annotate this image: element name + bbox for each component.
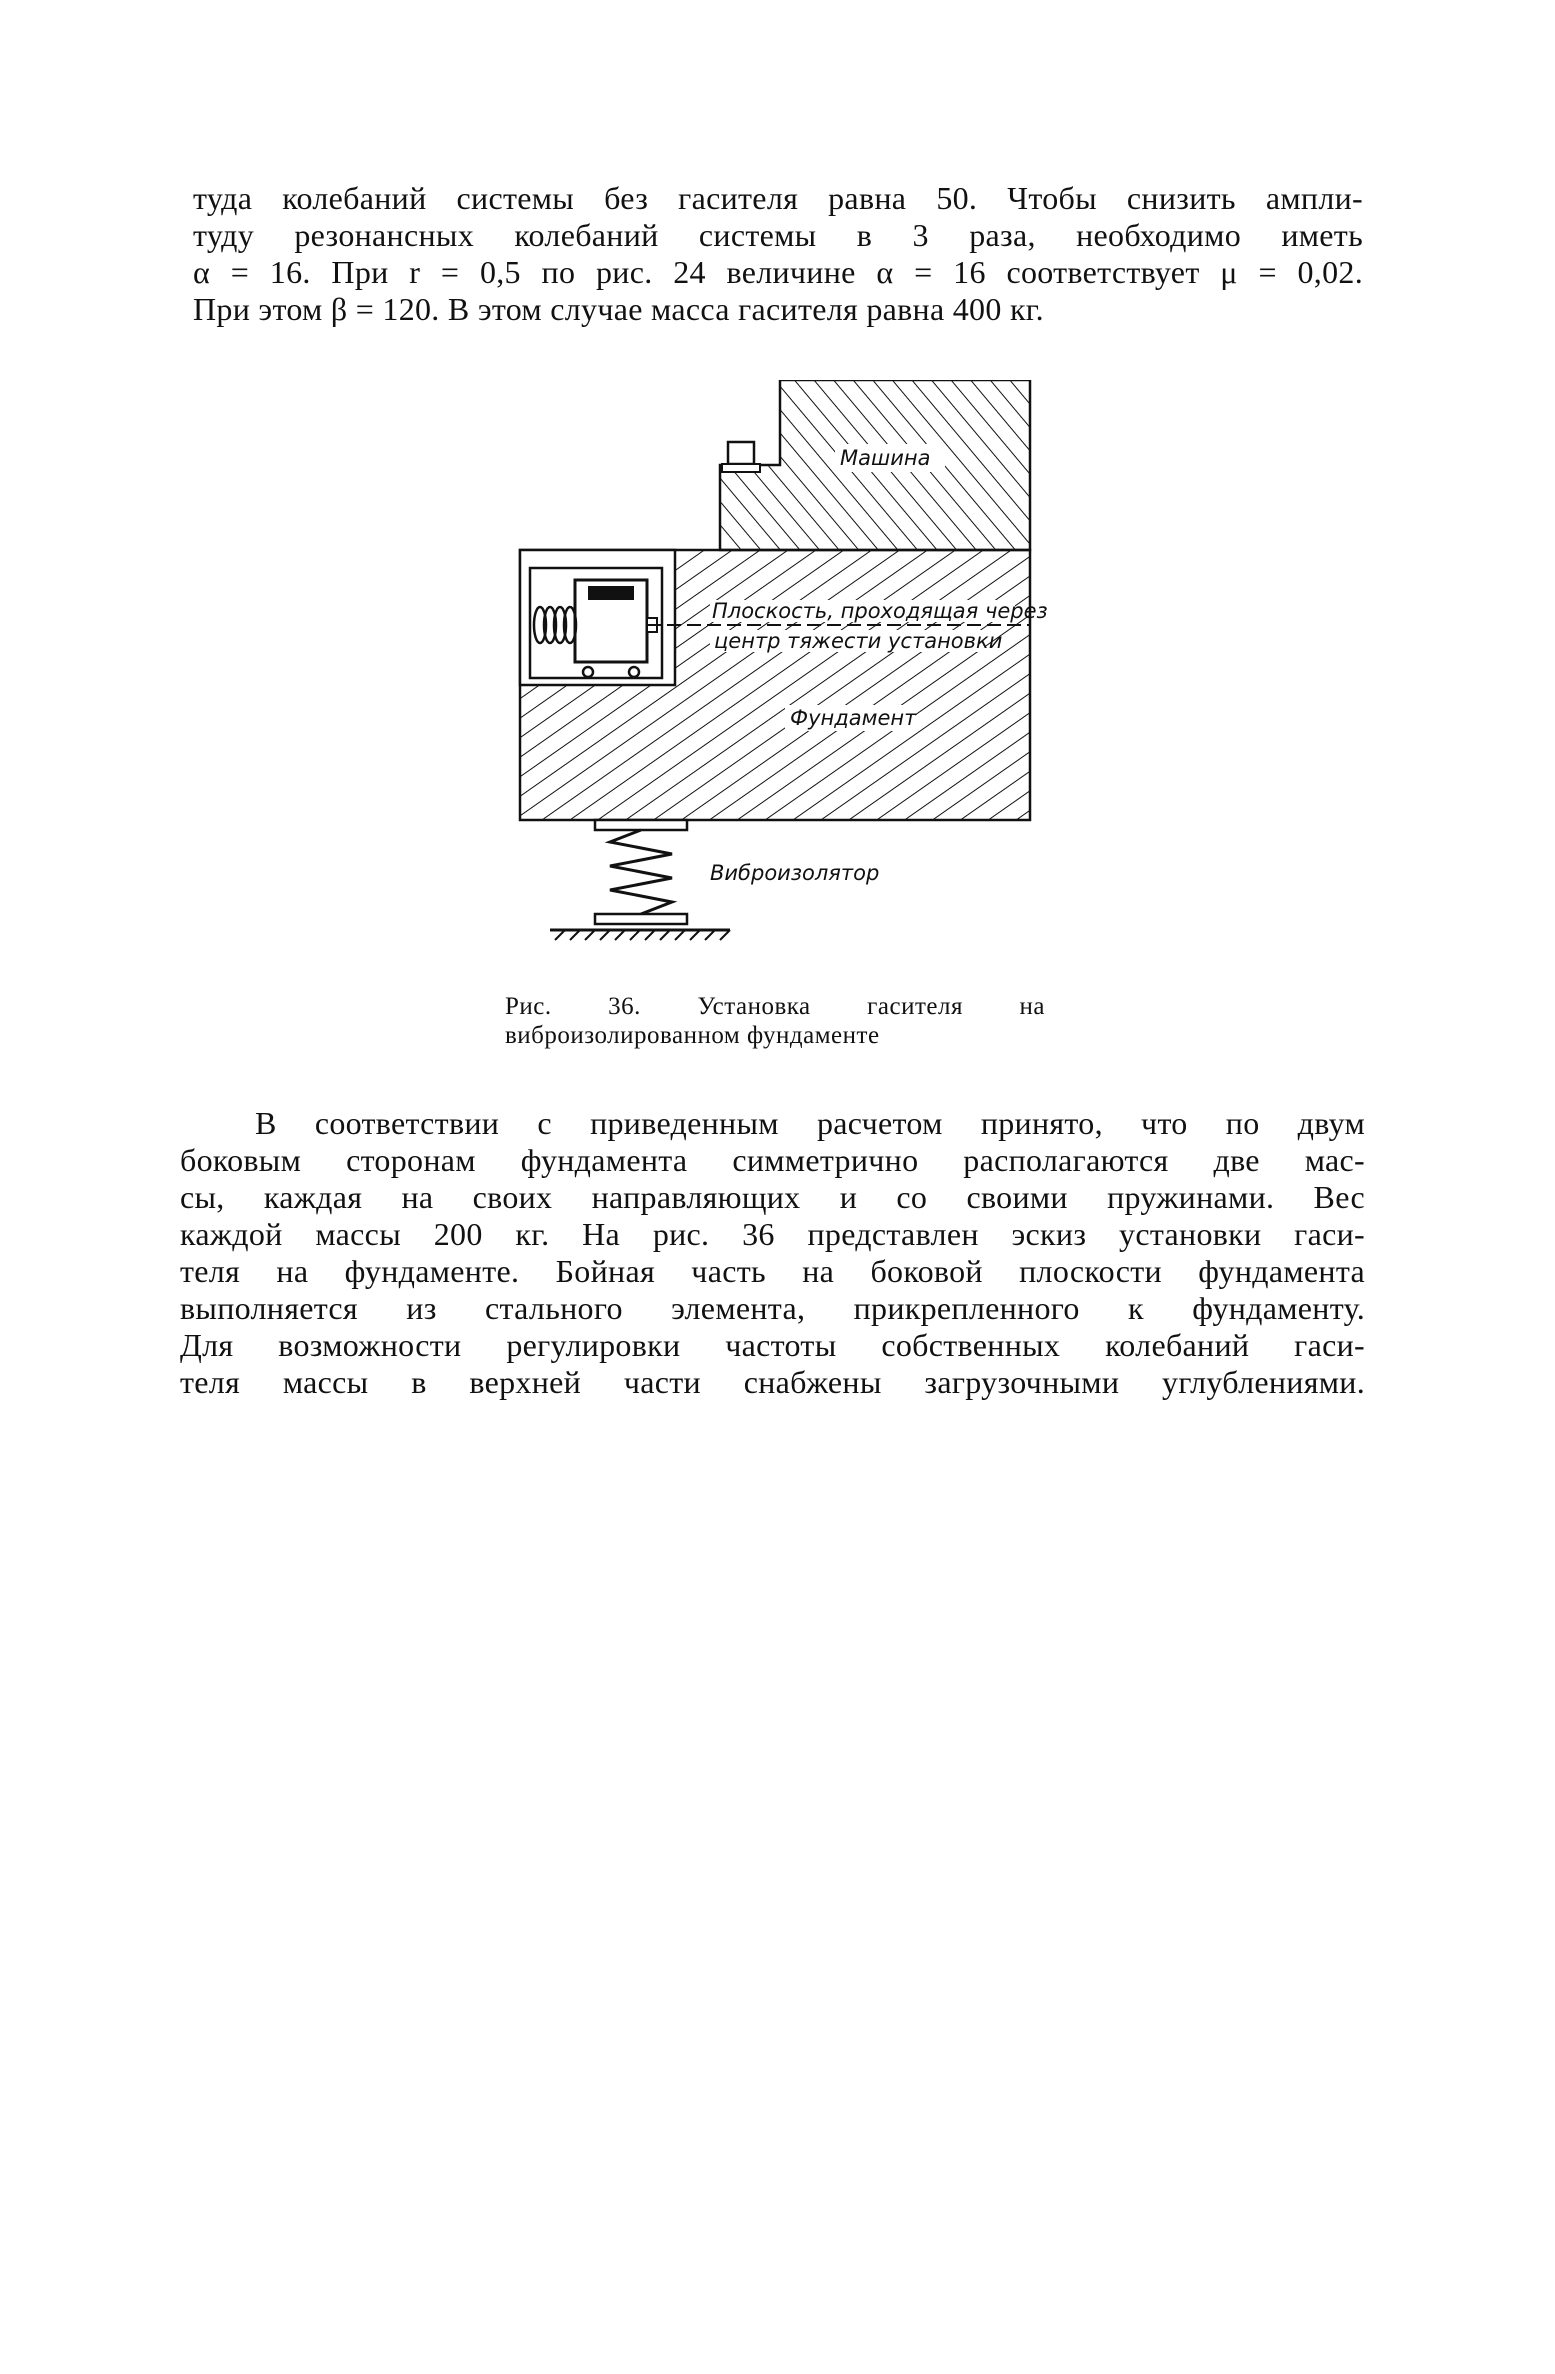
text-line: α = 16. При r = 0,5 по рис. 24 величине α = 16 соответствует μ = 0,02. bbox=[193, 254, 1363, 290]
roller-icon bbox=[583, 667, 593, 677]
label-machine: Машина bbox=[840, 446, 931, 470]
isolator-spring-icon bbox=[610, 830, 672, 914]
text-line: теля массы в верхней части снабжены загрузочными углублениями. bbox=[180, 1364, 1365, 1400]
top-paragraph bbox=[193, 180, 1363, 328]
text-line: При этом β = 120. В этом случае масса гасителя равна 400 кг. bbox=[193, 291, 1044, 327]
bolt-head-icon bbox=[728, 442, 754, 464]
text-line: туда колебаний системы без гасителя равна 50. Чтобы снизить ампли- bbox=[193, 180, 1363, 216]
figure-36-diagram bbox=[500, 380, 1060, 960]
text-line: сы, каждая на своих направляющих и со своими пружинами. Вес bbox=[180, 1179, 1365, 1215]
foundation-block bbox=[520, 550, 1048, 820]
text-line: Для возможности регулировки частоты собственных колебаний гаси- bbox=[180, 1327, 1365, 1363]
roller-icon bbox=[629, 667, 639, 677]
caption-line: виброизолированном фундаменте bbox=[505, 1022, 880, 1049]
vibration-isolator bbox=[550, 820, 879, 940]
label-isolator: Виброизолятор bbox=[710, 861, 880, 885]
text-line: выполняется из стального элемента, прикрепленного к фундаменту. bbox=[180, 1290, 1365, 1326]
text-line: боковым сторонам фундамента симметрично располагаются две мас- bbox=[180, 1142, 1365, 1178]
bolt-washer-icon bbox=[722, 464, 760, 472]
label-plane-line1: Плоскость, проходящая через bbox=[712, 599, 1048, 623]
label-foundation: Фундамент bbox=[790, 706, 917, 730]
label-plane-line2: центр тяжести установки bbox=[714, 629, 1003, 653]
machine-block bbox=[720, 380, 1030, 550]
text-line: В соответствии с приведенным расчетом принято, что по двум bbox=[255, 1105, 1365, 1141]
caption-line: Рис. 36. Установка гасителя на bbox=[505, 993, 1045, 1020]
figure-caption bbox=[505, 992, 1065, 1050]
text-line: теля на фундаменте. Бойная часть на боковой плоскости фундамента bbox=[180, 1253, 1365, 1289]
text-line: каждой массы 200 кг. На рис. 36 представлен эскиз установки гаси- bbox=[180, 1216, 1365, 1252]
text-line: туду резонансных колебаний системы в 3 раза, необходимо иметь bbox=[193, 217, 1363, 253]
bottom-paragraph bbox=[180, 1105, 1365, 1401]
